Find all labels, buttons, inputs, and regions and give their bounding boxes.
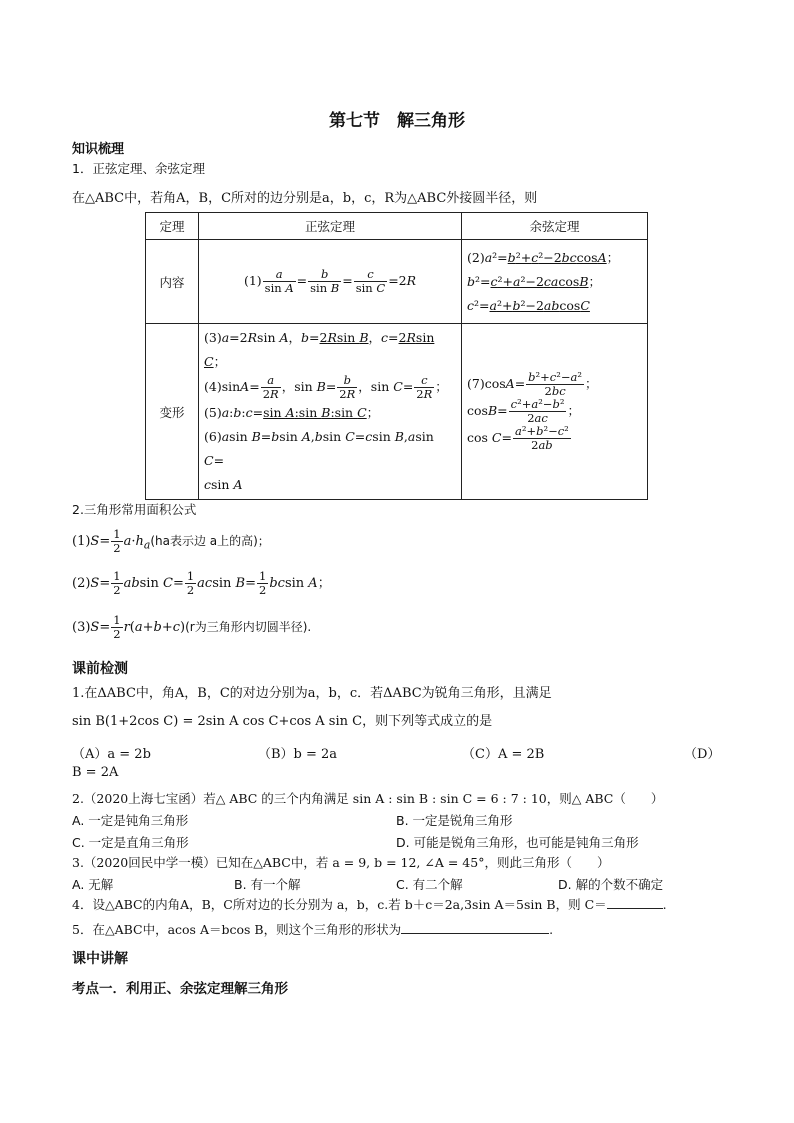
header-theorem: 定理	[146, 213, 199, 240]
item-1-heading: 1．正弦定理、余弦定理	[72, 161, 205, 176]
item-2-heading: 2.三角形常用面积公式	[72, 502, 197, 517]
q2-option-c: C. 一定是直角三角形	[72, 835, 189, 850]
q1-stem: 1.在ΔABC中，角A，B，C的对边分别为a，b，c．若ΔABC为锐角三角形，且满足	[72, 686, 552, 701]
q3-option-d: D. 解的个数不确定	[558, 877, 664, 892]
q3-option-b: B. 有一个解	[234, 877, 301, 892]
q2-option-a: A. 一定是钝角三角形	[72, 813, 189, 828]
q2-option-b: B. 一定是锐角三角形	[396, 813, 513, 828]
row-content-label: 内容	[146, 240, 199, 324]
row-transform-label: 变形	[146, 324, 199, 500]
section-knowledge: 知识梳理	[72, 142, 125, 157]
q1-option-a: （A）a = 2b	[72, 747, 151, 762]
q1-option-c: （C）A = 2B	[462, 747, 545, 762]
theorem-table	[145, 212, 648, 500]
sine-law-transforms: (3)a=2Rsin A，b=2Rsin B，c=2Rsin C； (4)sinA= $\frac{a}{2R}$ ，sin B= $\frac{b}{2R}$ ，sin C= $\frac{c}{2R}$ ； (5)a:b:c=sin A:sin B:sin C； (6)asin B=bsin A,bsin C=csin B,asin C= csin A	[199, 324, 462, 500]
cosine-law-content: (2)a²=b²+c²−2bccosA； b²=c²+a²−2cacosB； c²=a²+b²−2abcosC	[462, 240, 648, 324]
q1-option-b: （B）b = 2a	[258, 747, 338, 762]
q1-option-d: （D）	[684, 747, 721, 762]
area-formula-2: (2)S= $\frac{1}{2}$ absin C= $\frac{1}{2}$ acsin B= $\frac{1}{2}$ bcsin A；	[72, 569, 331, 597]
q1-option-d-value: B = 2A	[72, 765, 119, 780]
q5-answer-blank[interactable]	[401, 933, 549, 934]
q3-option-c: C. 有二个解	[396, 877, 463, 892]
header-sine-law: 正弦定理	[199, 213, 462, 240]
intro-text: 在△ABC中，若角A，B，C所对的边分别是a，b，c，R为△ABC外接圆半径，则	[72, 191, 538, 206]
header-cosine-law: 余弦定理	[462, 213, 648, 240]
area1-note: (ha表示边 a上的高)；	[150, 534, 270, 548]
page-title: 第七节 解三角形	[329, 111, 465, 131]
section-pre-class-test: 课前检测	[72, 661, 128, 677]
q4-stem: 4．设△ABC的内角A，B，C所对边的长分别为 a，b，c.若 b＋c＝2a,3sin A＝5sin B，则 C＝	[72, 897, 607, 912]
q3-option-a: A. 无解	[72, 877, 114, 892]
area3-note: (r为三角形内切圆半径).	[185, 620, 312, 634]
q3-stem: 3.（2020回民中学一模）已知在△ABC中，若 a = 9, b = 12, ∠A = 45°，则此三角形（ ）	[72, 855, 610, 870]
q1-condition: sin B(1+2cos C) = 2sin A cos C+cos A sin C，则下列等式成立的是	[72, 714, 493, 729]
section-lecture: 课中讲解	[72, 951, 128, 967]
sine-law-content: (1) $\frac{a}{\text{sin A}}$ = $\frac{b}{\text{sin B}}$ = $\frac{c}{\text{sin C}}$ =2R	[199, 240, 462, 324]
q4-line: 4．设△ABC的内角A，B，C所对边的长分别为 a，b，c.若 b＋c＝2a,3sin A＝5sin B，则 C＝ .	[72, 897, 667, 912]
q5-line: 5．在△ABC中，acos A＝bcos B，则这个三角形的形状为 .	[72, 922, 554, 937]
point-1-heading: 考点一．利用正、余弦定理解三角形	[72, 981, 288, 997]
q5-stem: 5．在△ABC中，acos A＝bcos B，则这个三角形的形状为	[72, 922, 402, 937]
q4-answer-blank[interactable]	[607, 908, 663, 909]
q2-stem: 2.（2020上海七宝函）若△ ABC 的三个内角满足 sin A : sin B : sin C = 6 : 7 : 10，则△ ABC（ ）	[72, 791, 664, 806]
area-formula-3: (3)S= $\frac{1}{2}$ r(a+b+c)(r为三角形内切圆半径).	[72, 613, 312, 641]
cosine-law-transforms: (7)cosA= $\frac{\text{b²+c²−a²}}{2bc}$ ； cosB= $\frac{\text{c²+a²−b²}}{2ac}$ ； cos C= $\frac{\text{a²+b²−c²}}{2ab}$	[462, 324, 648, 500]
q2-option-d: D. 可能是锐角三角形，也可能是钝角三角形	[396, 835, 639, 850]
area-formula-1: (1)S= $\frac{1}{2}$ $a\cdot h_a(ha$表示边 a上的高)；	[72, 527, 270, 555]
